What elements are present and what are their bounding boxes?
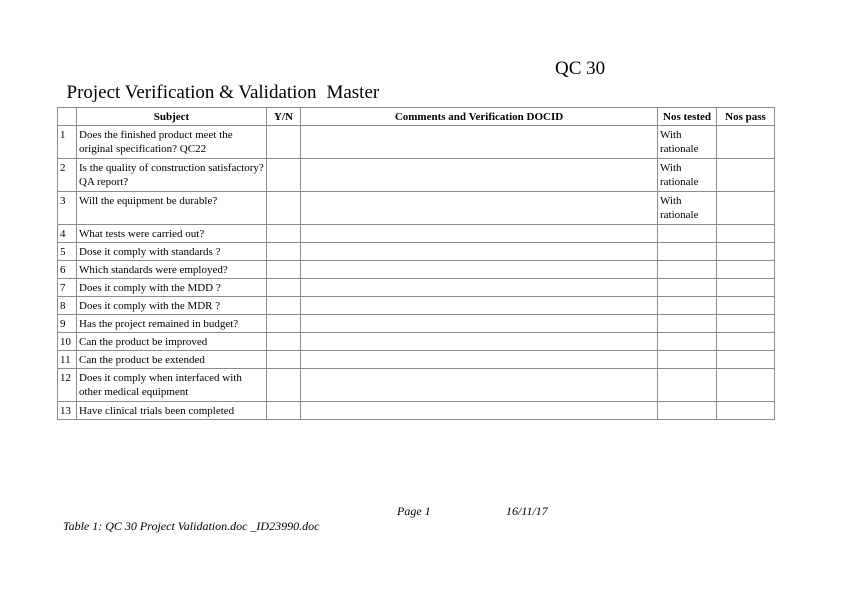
row-number: 2 [58, 159, 77, 192]
nos-pass-cell[interactable] [717, 315, 775, 333]
column-header-nos-tested: Nos tested [658, 108, 717, 126]
nos-tested-cell[interactable] [658, 297, 717, 315]
nos-tested-cell[interactable] [658, 315, 717, 333]
subject-cell: Does it comply when interfaced with other medical equipment [77, 369, 267, 402]
nos-pass-cell[interactable] [717, 261, 775, 279]
row-number: 13 [58, 402, 77, 420]
subject-cell: Is the quality of construction satisfactory? QA report? [77, 159, 267, 192]
subject-cell: Does the finished product meet the original specification? QC22 [77, 126, 267, 159]
page-footer [57, 504, 548, 564]
subject-cell: What tests were carried out? [77, 225, 267, 243]
row-number: 9 [58, 315, 77, 333]
table-row [58, 297, 775, 315]
comments-cell[interactable] [301, 126, 658, 159]
row-number: 3 [58, 192, 77, 225]
nos-tested-cell[interactable] [658, 225, 717, 243]
subject-cell: Has the project remained in budget? [77, 315, 267, 333]
nos-tested-cell[interactable] [658, 369, 717, 402]
row-number: 6 [58, 261, 77, 279]
row-number: 12 [58, 369, 77, 402]
nos-tested-cell[interactable] [658, 279, 717, 297]
table-row [58, 126, 775, 159]
column-header-number [58, 108, 77, 126]
nos-tested-cell[interactable] [658, 261, 717, 279]
comments-cell[interactable] [301, 369, 658, 402]
table-row [58, 279, 775, 297]
table-row [58, 225, 775, 243]
comments-cell[interactable] [301, 225, 658, 243]
subject-cell: Does it comply with the MDR ? [77, 297, 267, 315]
comments-cell[interactable] [301, 261, 658, 279]
table-row [58, 369, 775, 402]
nos-pass-cell[interactable] [717, 225, 775, 243]
row-number: 1 [58, 126, 77, 159]
comments-cell[interactable] [301, 297, 658, 315]
comments-cell[interactable] [301, 243, 658, 261]
yn-cell[interactable] [267, 402, 301, 420]
yn-cell[interactable] [267, 315, 301, 333]
yn-cell[interactable] [267, 333, 301, 351]
nos-tested-cell[interactable] [658, 243, 717, 261]
nos-pass-cell[interactable] [717, 126, 775, 159]
table-row [58, 333, 775, 351]
nos-pass-cell[interactable] [717, 192, 775, 225]
yn-cell[interactable] [267, 279, 301, 297]
row-number: 8 [58, 297, 77, 315]
comments-cell[interactable] [301, 315, 658, 333]
row-number: 11 [58, 351, 77, 369]
verification-table [57, 107, 775, 420]
column-header-yn: Y/N [267, 108, 301, 126]
table-row [58, 402, 775, 420]
table-row [58, 159, 775, 192]
comments-cell[interactable] [301, 351, 658, 369]
subject-cell: Dose it comply with standards ? [77, 243, 267, 261]
document-subtitle: Master [326, 82, 380, 103]
row-number: 10 [58, 333, 77, 351]
subject-cell: Can the product be extended [77, 351, 267, 369]
nos-tested-cell[interactable]: With rationale [658, 192, 717, 225]
table-row [58, 351, 775, 369]
comments-cell[interactable] [301, 333, 658, 351]
yn-cell[interactable] [267, 297, 301, 315]
nos-pass-cell[interactable] [717, 159, 775, 192]
footer-date: 16/11/17 [506, 504, 548, 518]
nos-pass-cell[interactable] [717, 369, 775, 402]
table-row [58, 243, 775, 261]
nos-pass-cell[interactable] [717, 351, 775, 369]
yn-cell[interactable] [267, 159, 301, 192]
column-header-comments: Comments and Verification DOCID [301, 108, 658, 126]
yn-cell[interactable] [267, 192, 301, 225]
comments-cell[interactable] [301, 279, 658, 297]
document-code: QC 30 [555, 58, 606, 79]
nos-pass-cell[interactable] [717, 243, 775, 261]
yn-cell[interactable] [267, 261, 301, 279]
table-header-row [58, 108, 775, 126]
yn-cell[interactable] [267, 225, 301, 243]
row-number: 5 [58, 243, 77, 261]
comments-cell[interactable] [301, 159, 658, 192]
subject-cell: Will the equipment be durable? [77, 192, 267, 225]
subject-cell: Which standards were employed? [77, 261, 267, 279]
yn-cell[interactable] [267, 126, 301, 159]
nos-pass-cell[interactable] [717, 279, 775, 297]
nos-tested-cell[interactable] [658, 351, 717, 369]
row-number: 7 [58, 279, 77, 297]
document-title: Project Verification & Validation [66, 82, 317, 103]
subject-cell: Have clinical trials been completed [77, 402, 267, 420]
nos-tested-cell[interactable]: With rationale [658, 159, 717, 192]
nos-tested-cell[interactable] [658, 402, 717, 420]
yn-cell[interactable] [267, 243, 301, 261]
table-row [58, 315, 775, 333]
subject-cell: Does it comply with the MDD ? [77, 279, 267, 297]
nos-pass-cell[interactable] [717, 402, 775, 420]
footer-caption: Table 1: QC 30 Project Validation.doc _ID23990.doc [63, 519, 320, 533]
yn-cell[interactable] [267, 369, 301, 402]
yn-cell[interactable] [267, 351, 301, 369]
table-row [58, 261, 775, 279]
table-row [58, 192, 775, 225]
footer-page-number: Page 1 [397, 504, 431, 518]
column-header-nos-pass: Nos pass [717, 108, 775, 126]
comments-cell[interactable] [301, 402, 658, 420]
subject-cell: Can the product be improved [77, 333, 267, 351]
comments-cell[interactable] [301, 192, 658, 225]
column-header-subject: Subject [77, 108, 267, 126]
nos-pass-cell[interactable] [717, 297, 775, 315]
nos-pass-cell[interactable] [717, 333, 775, 351]
row-number: 4 [58, 225, 77, 243]
nos-tested-cell[interactable]: With rationale [658, 126, 717, 159]
nos-tested-cell[interactable] [658, 333, 717, 351]
